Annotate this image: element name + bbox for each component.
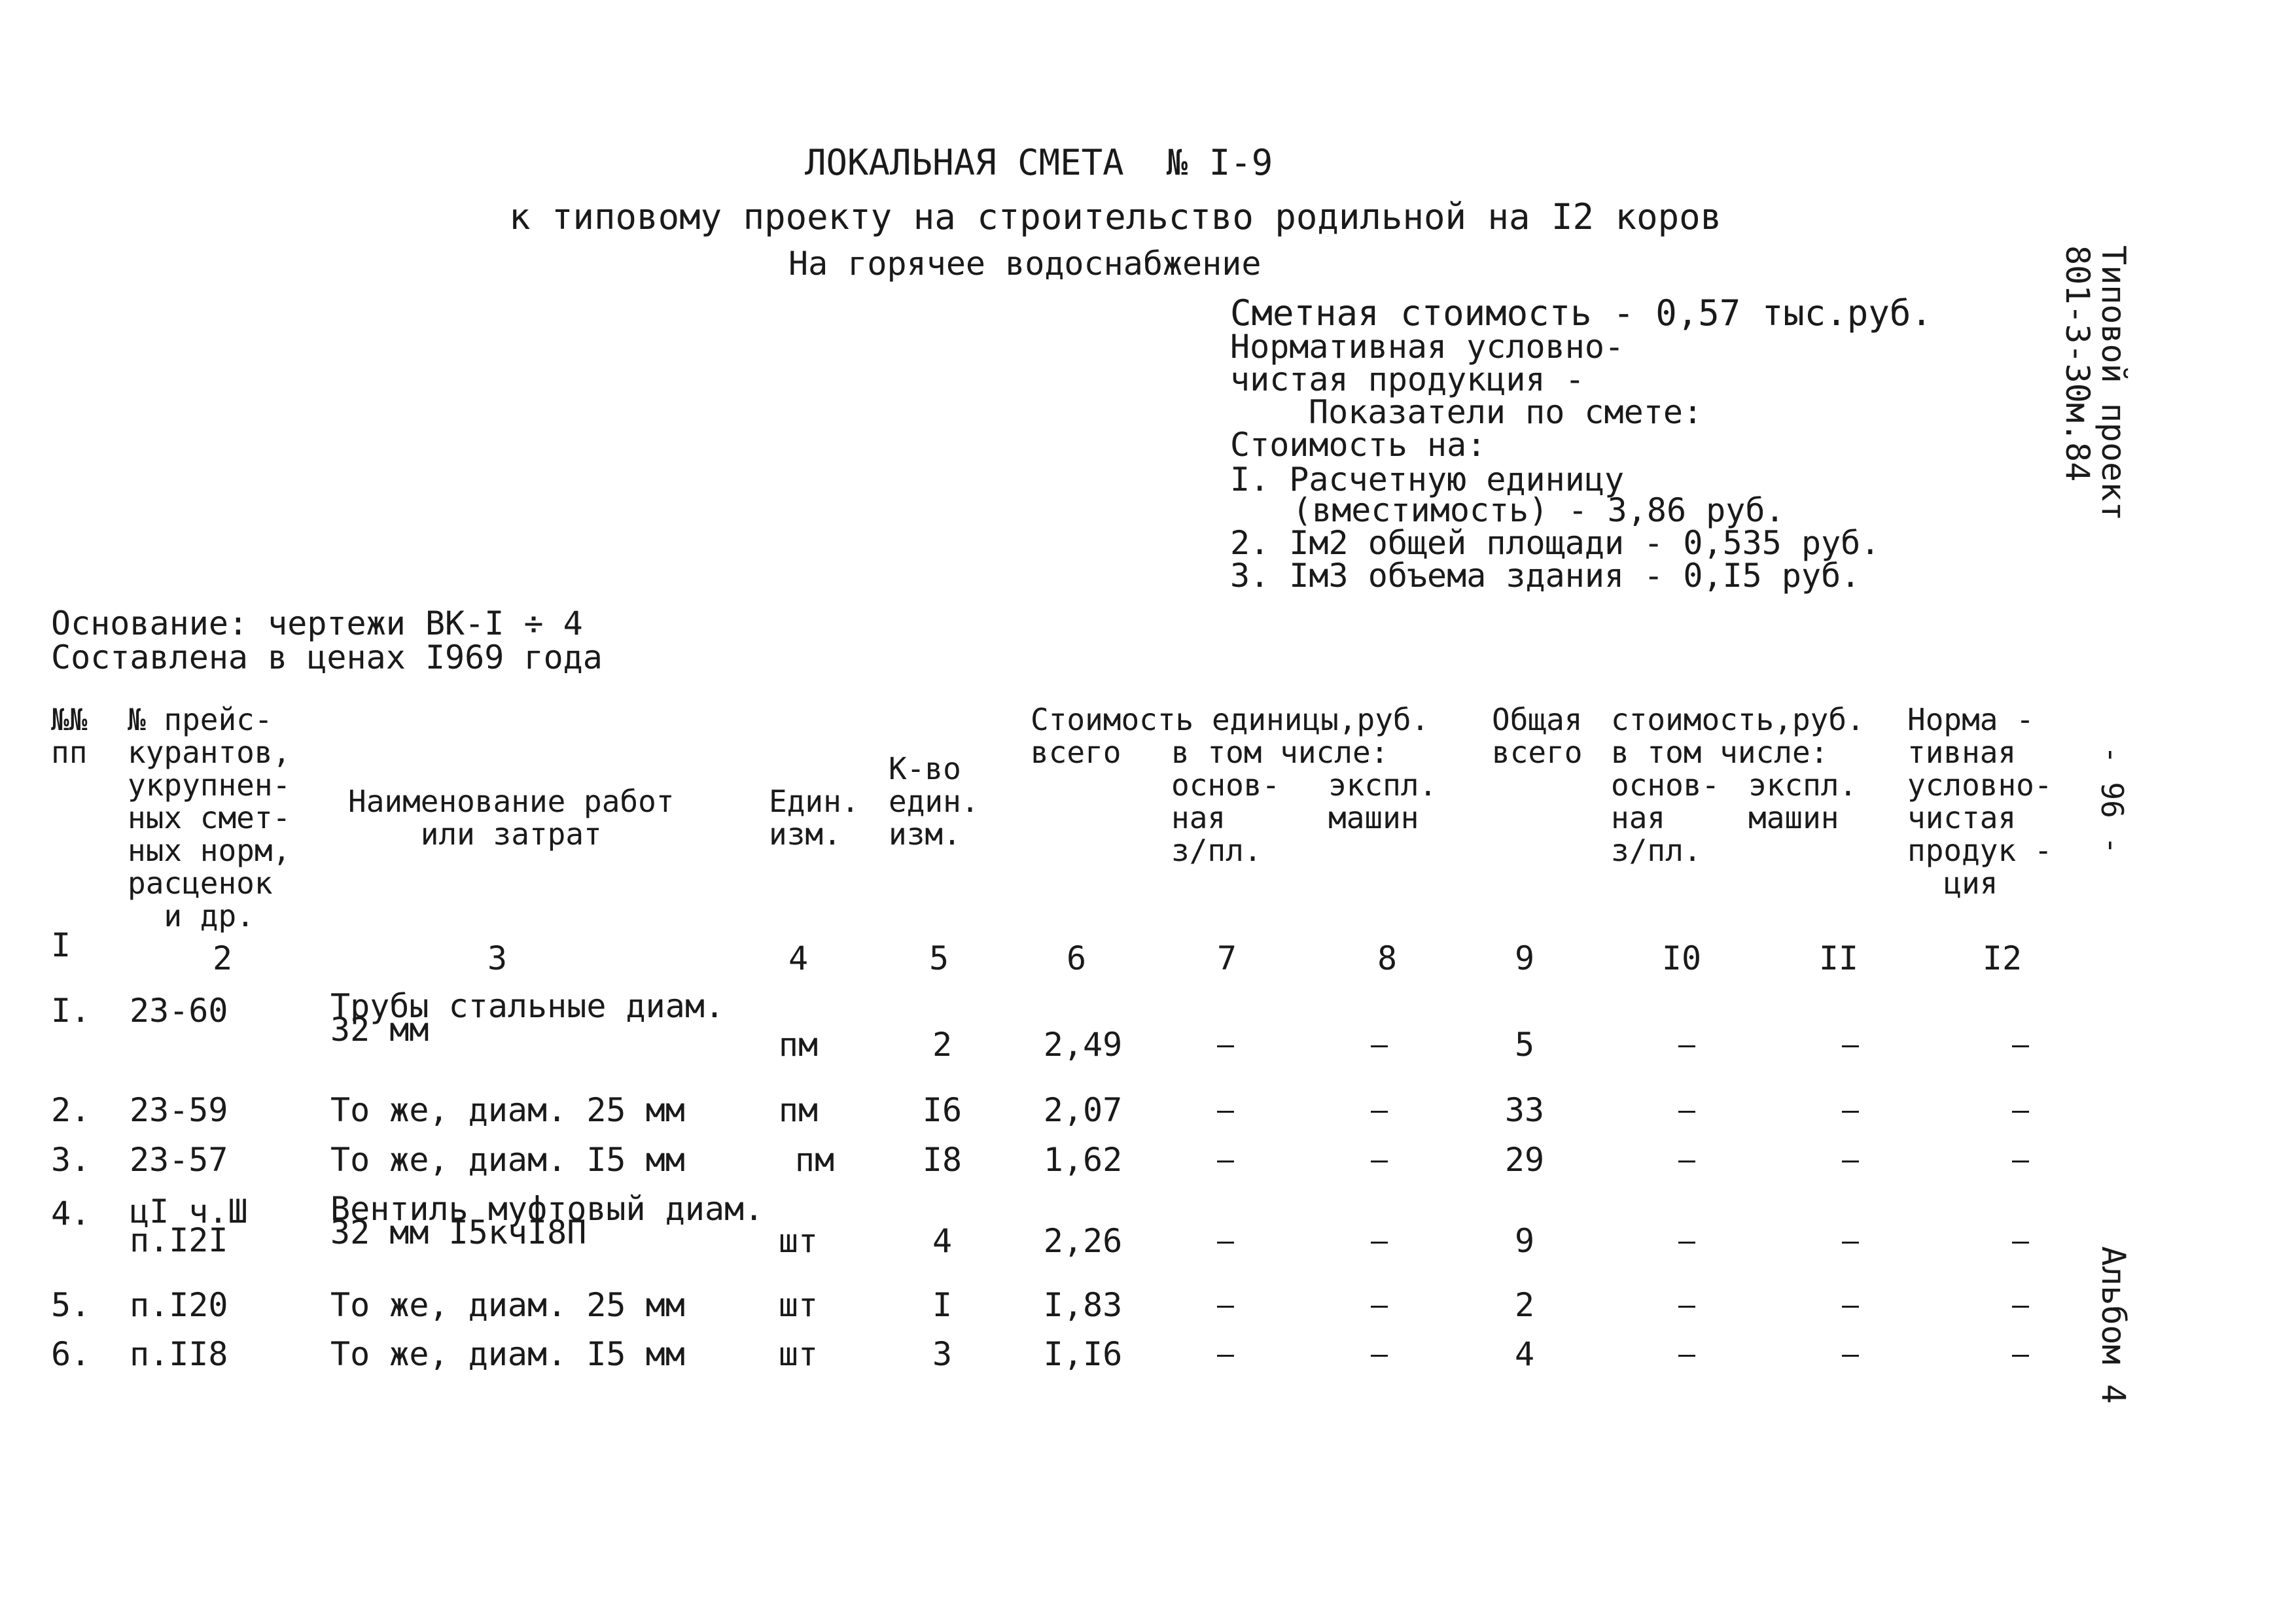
section-title: На горячее водоснабжение (788, 245, 1262, 283)
row-name: То же, диам. I5 мм (330, 1141, 685, 1179)
column-number: 2 (212, 939, 233, 977)
header-col-7: основ- ная з/пл. (1171, 767, 1280, 868)
column-number: I2 (1982, 939, 2022, 977)
empty-cell-dash (2012, 1161, 2029, 1162)
empty-cell-dash (1217, 1111, 1234, 1113)
header-group-unit-cost: Стоимость единицы,руб. (1031, 702, 1430, 737)
row-code: цI ч.Ш п.I2I (130, 1193, 248, 1259)
row-qty: I (932, 1286, 953, 1324)
header-col-9: всего (1492, 735, 1583, 770)
empty-cell-dash (2012, 1111, 2029, 1113)
indicator-line: 3. Iм3 объема здания - 0,I5 руб. (1230, 557, 1861, 595)
empty-cell-dash (1217, 1242, 1234, 1244)
row-qty: I8 (922, 1141, 963, 1179)
row-unit: шт (778, 1335, 819, 1373)
empty-cell-dash (2012, 1242, 2029, 1244)
row-qty: I6 (922, 1091, 963, 1129)
row-unit: шт (778, 1222, 819, 1260)
header-col-3: Наименование работ или затрат (348, 784, 675, 852)
column-number: 4 (788, 939, 809, 977)
header-group-total: Общая (1492, 702, 1583, 737)
row-name: То же, диам. 25 мм (330, 1286, 685, 1324)
row-number: I. (51, 992, 91, 1030)
row-qty: 2 (932, 1026, 953, 1064)
row-code: 23-60 (130, 992, 228, 1030)
empty-cell-dash (1371, 1045, 1388, 1047)
project-number: 801-3-30м.84 (2058, 245, 2096, 482)
row-total: 9 (1514, 1222, 1535, 1260)
indicator-line: чистая продукция - (1230, 360, 1585, 398)
header-col-8: экспл. машин (1328, 767, 1438, 835)
basis-drawings: Основание: чертежи ВК-I ÷ 4 (51, 604, 583, 642)
empty-cell-dash (1371, 1355, 1388, 1357)
row-unit: пм (794, 1141, 835, 1179)
estimated-cost: Сметная стоимость - 0,57 тыс.руб. (1230, 292, 1932, 334)
empty-cell-dash (1678, 1306, 1695, 1308)
header-group-including: в том числе: (1171, 735, 1389, 770)
row-total: 33 (1504, 1091, 1545, 1129)
row-number: 2. (51, 1091, 91, 1129)
document-title: ЛОКАЛЬНАЯ СМЕТА № I-9 (805, 142, 1273, 183)
row-number: 6. (51, 1335, 91, 1373)
empty-cell-dash (1678, 1111, 1695, 1113)
row-unit-total: I,I6 (1043, 1335, 1123, 1373)
column-number: 8 (1377, 939, 1398, 977)
column-number: 7 (1216, 939, 1237, 977)
empty-cell-dash (1842, 1306, 1859, 1308)
empty-cell-dash (1678, 1355, 1695, 1357)
empty-cell-dash (1842, 1045, 1859, 1047)
row-number: 5. (51, 1286, 91, 1324)
column-number: 6 (1066, 939, 1087, 977)
row-total: 5 (1514, 1026, 1535, 1064)
header-group-including-2: в том числе: (1611, 735, 1829, 770)
column-number: 3 (487, 939, 508, 977)
project-label: Типовой проект (2094, 245, 2132, 521)
header-col-1: №№ пп (51, 702, 88, 770)
row-code: 23-59 (130, 1091, 228, 1129)
empty-cell-dash (1678, 1161, 1695, 1162)
row-code: 23-57 (130, 1141, 228, 1179)
column-number: 5 (928, 939, 949, 977)
empty-cell-dash (1217, 1161, 1234, 1162)
empty-cell-dash (1371, 1306, 1388, 1308)
empty-cell-dash (1842, 1111, 1859, 1113)
empty-cell-dash (1371, 1242, 1388, 1244)
indicator-line: 2. Iм2 общей площади - 0,535 руб. (1230, 524, 1881, 562)
column-number: I0 (1661, 939, 1702, 977)
column-number: II (1818, 939, 1859, 977)
header-col-4: Един. изм. (769, 784, 860, 852)
header-col-5: К-во един. изм. (889, 751, 980, 852)
empty-cell-dash (1371, 1111, 1388, 1113)
album-label: Альбом 4 (2094, 1246, 2132, 1404)
empty-cell-dash (1217, 1045, 1234, 1047)
row-unit-total: 1,62 (1043, 1141, 1123, 1179)
row-unit: пм (778, 1091, 819, 1129)
page-number: - 96 - (2094, 746, 2130, 855)
empty-cell-dash (2012, 1306, 2029, 1308)
basis-prices: Составлена в ценах I969 года (51, 638, 603, 676)
row-total: 2 (1514, 1286, 1535, 1324)
column-number: 9 (1514, 939, 1535, 977)
header-col-12: Норма - тивная условно- чистая продук - ция (1907, 702, 2053, 901)
indicator-line: I. Расчетную единицу (1230, 461, 1625, 498)
empty-cell-dash (1217, 1355, 1234, 1357)
row-name: То же, диам. I5 мм (330, 1335, 685, 1373)
empty-cell-dash (1217, 1306, 1234, 1308)
row-unit-total: 2,07 (1043, 1091, 1123, 1129)
indicator-line: Нормативная условно- (1230, 328, 1625, 366)
header-col-6: всего (1031, 735, 1122, 770)
empty-cell-dash (1842, 1242, 1859, 1244)
indicator-heading: Показатели по смете: (1309, 393, 1703, 431)
row-unit-total: 2,49 (1043, 1026, 1123, 1064)
column-number: I (51, 926, 71, 964)
row-unit: пм (778, 1026, 819, 1064)
row-unit-total: I,83 (1043, 1286, 1123, 1324)
row-code: п.II8 (130, 1335, 228, 1373)
row-qty: 3 (932, 1335, 953, 1373)
row-total: 29 (1504, 1141, 1545, 1179)
empty-cell-dash (1842, 1355, 1859, 1357)
empty-cell-dash (1371, 1161, 1388, 1162)
indicator-line: Стоимость на: (1230, 426, 1487, 464)
header-col-2: № прейс- курантов, укрупнен- ных смет- ных норм, расценок и др. (128, 702, 291, 934)
row-code: п.I20 (130, 1286, 228, 1324)
row-number: 4. (51, 1195, 91, 1232)
row-qty: 4 (932, 1222, 953, 1260)
row-unit: шт (778, 1286, 819, 1324)
row-name: То же, диам. 25 мм (330, 1091, 685, 1129)
indicator-line: (вместимость) - 3,86 руб. (1292, 491, 1785, 529)
empty-cell-dash (1678, 1242, 1695, 1244)
empty-cell-dash (1842, 1161, 1859, 1162)
document-subtitle: к типовому проекту на строительство родильной на I2 коров (509, 196, 1722, 237)
empty-cell-dash (1678, 1045, 1695, 1047)
row-name: Вентиль муфтовый диам. 32 мм I5кчI8П (330, 1190, 764, 1251)
row-unit-total: 2,26 (1043, 1222, 1123, 1260)
row-name: Трубы стальные диам. 32 мм (330, 987, 725, 1049)
header-group-total-cost: стоимость,руб. (1611, 702, 1865, 737)
row-total: 4 (1514, 1335, 1535, 1373)
row-number: 3. (51, 1141, 91, 1179)
empty-cell-dash (2012, 1355, 2029, 1357)
empty-cell-dash (2012, 1045, 2029, 1047)
header-col-11: экспл. машин (1748, 767, 1858, 835)
header-col-10: основ- ная з/пл. (1611, 767, 1720, 868)
